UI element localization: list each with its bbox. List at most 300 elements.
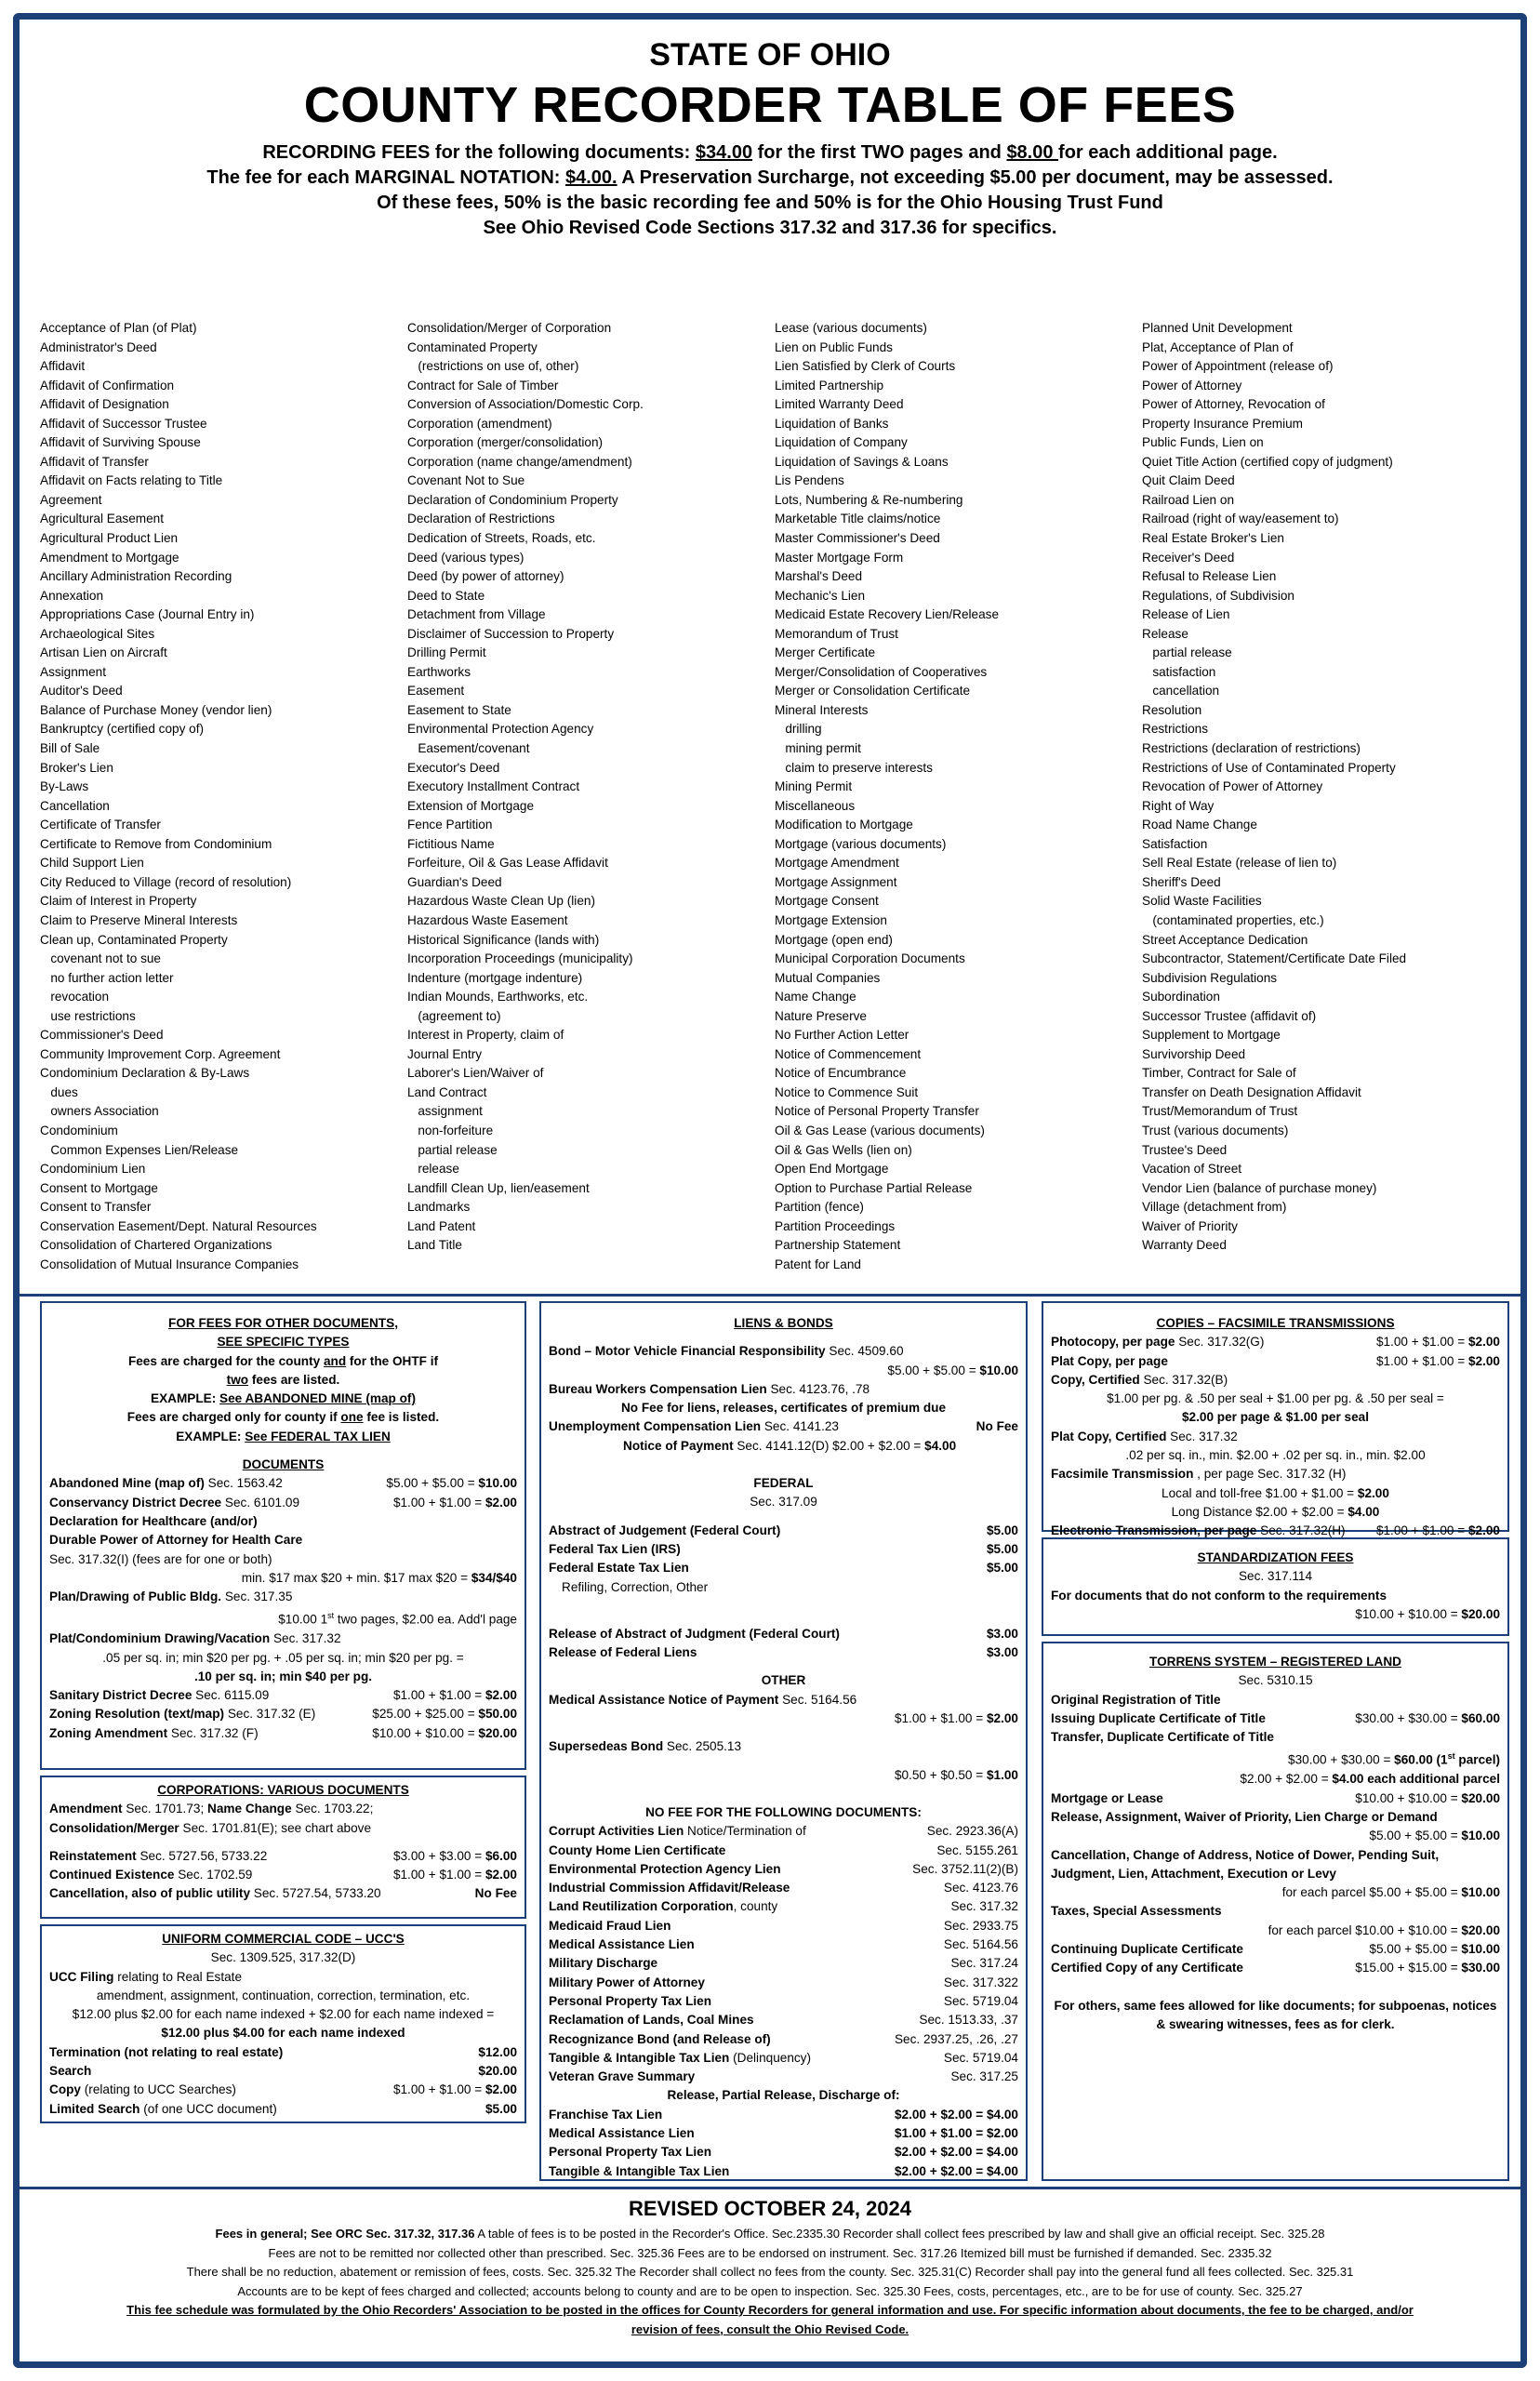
fee-row: Unemployment Compensation Lien Sec. 4141.23 No Fee (549, 1419, 1018, 1434)
standardization-heading: STANDARDIZATION FEES (1197, 1550, 1354, 1564)
header (20, 36, 1520, 241)
index-entry: Condominium (40, 1123, 118, 1137)
documents-heading: DOCUMENTS (242, 1457, 325, 1472)
index-entry: Child Support Lien (40, 856, 144, 871)
fee-row: Abstract of Judgement (Federal Court) $5.00 (549, 1523, 1018, 1537)
fee-row: Notice of Payment Sec. 4141.12(D) $2.00 + $2.00 = $4.00 (623, 1438, 957, 1453)
index-entry: Mechanic's Lien (775, 588, 866, 603)
index-entry: Condominium Declaration & By-Laws (40, 1066, 250, 1081)
fee-row: Industrial Commission Affidavit/Release Sec. 4123.76 (549, 1881, 1018, 1895)
fee-label: Facsimile Transmission , per page Sec. 317.32 (H) (1051, 1467, 1347, 1482)
index-entry: Solid Waste Facilities (1142, 894, 1262, 909)
index-entry: Consolidation/Merger of Corporation (407, 321, 612, 335)
index-entry: Trustee's Deed (1142, 1142, 1228, 1157)
index-entry: Corporation (name change/amendment) (407, 454, 632, 469)
other-documents-box (40, 1301, 526, 1770)
index-entry: Refusal to Release Lien (1142, 569, 1277, 584)
fee-note: No Fee for liens, releases, certificates of premium due (620, 1401, 947, 1416)
index-entry: Release (1142, 626, 1188, 641)
index-entry: Land Contract (407, 1084, 487, 1099)
index-entry: Certificate to Remove from Condominium (40, 836, 272, 851)
fee-label: Bond – Motor Vehicle Financial Responsibility Sec. 4509.60 (549, 1344, 904, 1359)
other-docs-text: Fees are charged only for county if one fee is listed. (126, 1410, 440, 1425)
liens-heading: LIENS & BONDS (734, 1316, 833, 1330)
index-entry: Marshal's Deed (775, 569, 863, 584)
index-entry: revocation (40, 990, 110, 1004)
index-entry: Sheriff's Deed (1142, 874, 1221, 889)
index-entry: (restrictions on use of, other) (407, 359, 579, 374)
index-entry: Mutual Companies (775, 970, 881, 985)
index-entry: Lots, Numbering & Re-numbering (775, 492, 963, 507)
index-entry: Ancillary Administration Recording (40, 569, 232, 584)
fee-row: Recognizance Bond (and Release of) Sec. 2937.25, .26, .27 (549, 2031, 1018, 2046)
corporations-box (40, 1776, 526, 1919)
footer-disclaimer: revision of fees, consult the Ohio Revised Code. (631, 2321, 909, 2336)
fee-label: Plan/Drawing of Public Bldg. Sec. 317.35 (49, 1590, 293, 1604)
index-entry: Notice of Commencement (775, 1046, 922, 1061)
other-docs-text: Fees are charged for the county and for the OHTF if (127, 1353, 439, 1368)
index-entry: Mortgage Consent (775, 894, 879, 909)
state-heading: STATE OF OHIO (649, 37, 891, 73)
index-entry: Subordination (1142, 990, 1220, 1004)
index-entry: Mortgage Amendment (775, 856, 899, 871)
index-entry: non-forfeiture (407, 1123, 494, 1137)
index-entry: Mortgage Assignment (775, 874, 897, 889)
index-entry: Restrictions (1142, 722, 1209, 737)
ucc-heading: UNIFORM COMMERCIAL CODE – UCC'S (162, 1932, 405, 1946)
index-entry: Public Funds, Lien on (1142, 435, 1264, 450)
fee-row: Federal Tax Lien (IRS) $5.00 (549, 1541, 1018, 1556)
index-entry: Conservation Easement/Dept. Natural Resources (40, 1218, 317, 1233)
index-entry: Consolidation of Chartered Organizations (40, 1238, 272, 1253)
index-entry: Fence Partition (407, 818, 493, 832)
fee-label: Bureau Workers Compensation Lien Sec. 4123.76, .78 (549, 1381, 870, 1396)
fee-amount: $1.00 + $1.00 = $2.00 (894, 1711, 1018, 1726)
index-entry: Memorandum of Trust (775, 626, 898, 641)
fee-label: Release, Assignment, Waiver of Priority, Lien Charge or Demand (1051, 1809, 1438, 1824)
fee-label: UCC Filing relating to Real Estate (49, 1969, 243, 1984)
fee-row: Search $20.00 (49, 2064, 517, 2079)
index-entry: Deed to State (407, 588, 485, 603)
standardization-section: Sec. 317.114 (1238, 1569, 1313, 1584)
fee-row: Issuing Duplicate Certificate of Title $30.00 + $30.00 = $60.00 (1051, 1710, 1500, 1725)
fee-label: Declaration for Healthcare (and/or) (49, 1513, 258, 1528)
index-entry: Executor's Deed (407, 760, 500, 775)
fee-text: amendment, assignment, continuation, correction, termination, etc. (96, 1988, 471, 2002)
index-entry: Plat, Acceptance of Plan of (1142, 339, 1294, 354)
fee-row: Tangible & Intangible Tax Lien (Delinquency) Sec. 5719.04 (549, 2050, 1018, 2065)
index-entry: Incorporation Proceedings (municipality) (407, 951, 633, 966)
index-entry: Affidavit of Successor Trustee (40, 416, 207, 431)
fee-label: Copy, Certified Sec. 317.32(B) (1051, 1372, 1228, 1387)
fee-row: Continued Existence Sec. 1702.59 $1.00 + $1.00 = $2.00 (49, 1868, 517, 1882)
index-entry: Property Insurance Premium (1142, 416, 1304, 431)
copies-box (1042, 1301, 1509, 1538)
liens-bonds-box (539, 1301, 1028, 2181)
index-entry: Certificate of Transfer (40, 818, 161, 832)
right-column (1042, 1301, 1509, 2181)
footer-line: Fees are not to be remitted nor collected other than prescribed. Sec. 325.36 Fees are to be endorsed on instrument. Sec. 317.26 Itemized bill must be furnished if demanded. Sec. 2335.32 (268, 2245, 1272, 2260)
index-entry: assignment (407, 1104, 483, 1119)
index-entry: Limited Partnership (775, 378, 884, 392)
fee-amount: .10 per sq. in; min $40 per pg. (193, 1669, 373, 1683)
index-entry: Consent to Transfer (40, 1200, 152, 1215)
fee-row: Environmental Protection Agency Lien Sec. 3752.11(2)(B) (549, 1861, 1018, 1876)
middle-column (539, 1301, 1028, 2181)
fee-label: Plat Copy, Certified Sec. 317.32 (1051, 1429, 1238, 1443)
index-entry: Liquidation of Company (775, 435, 908, 450)
index-entry: no further action letter (40, 970, 174, 985)
index-entry: Medicaid Estate Recovery Lien/Release (775, 607, 1000, 622)
index-entry: covenant not to sue (40, 951, 161, 966)
index-entry: Timber, Contract for Sale of (1142, 1066, 1296, 1081)
fee-label: Consolidation/Merger Sec. 1701.81(E); see chart above (49, 1820, 372, 1835)
standardization-box (1042, 1537, 1509, 1636)
index-entry: Partnership Statement (775, 1238, 901, 1253)
index-entry: Fictitious Name (407, 836, 495, 851)
index-entry: Transfer on Death Designation Affidavit (1142, 1084, 1361, 1099)
index-entry: Master Mortgage Form (775, 550, 904, 565)
index-entry: Notice of Encumbrance (775, 1066, 907, 1081)
federal-release-rows (549, 1625, 1018, 1663)
fee-label: Durable Power of Attorney for Health Care (49, 1533, 303, 1548)
index-entry: Road Name Change (1142, 818, 1257, 832)
index-entry: Affidavit of Transfer (40, 454, 149, 469)
fee-amount: min. $17 max $20 + min. $17 max $20 = $34/$40 (241, 1570, 517, 1585)
index-entry: Mortgage (open end) (775, 932, 893, 947)
index-entry: partial release (407, 1142, 498, 1157)
fee-row: Release of Abstract of Judgment (Federal Court) $3.00 (549, 1626, 1018, 1641)
index-entry: Open End Mortgage (775, 1162, 889, 1177)
other-heading: OTHER (761, 1673, 806, 1688)
index-entry: Receiver's Deed (1142, 550, 1235, 565)
fee-row: Military Power of Attorney Sec. 317.322 (549, 1975, 1018, 1989)
fee-amount: $30.00 + $30.00 = $60.00 (1st parcel) (1288, 1751, 1500, 1768)
fee-amount: $1.00 per pg. & .50 per seal + $1.00 per pg. & .50 per seal = (1107, 1391, 1444, 1406)
index-entry: Mineral Interests (775, 702, 869, 717)
index-entry: Subdivision Regulations (1142, 970, 1278, 985)
fee-text: $12.00 plus $2.00 for each name indexed + $2.00 for each name indexed = (72, 2007, 495, 2022)
index-entry: Trust/Memorandum of Trust (1142, 1104, 1298, 1119)
index-entry: Successor Trustee (affidavit of) (1142, 1008, 1317, 1023)
intro-text (20, 140, 1520, 241)
index-entry: Covenant Not to Sue (407, 473, 525, 488)
fee-label: Medical Assistance Notice of Payment Sec. 5164.56 (549, 1692, 857, 1707)
no-fee-rows (549, 1822, 1018, 2086)
index-entry: Affidavit of Surviving Spouse (40, 435, 201, 450)
document-index (40, 319, 1509, 1274)
index-entry: Landfill Clean Up, lien/easement (407, 1180, 590, 1195)
index-entry: Deed (by power of attorney) (407, 569, 564, 584)
fee-row: Federal Estate Tax Lien $5.00 (549, 1561, 1018, 1576)
index-entry: Land Title (407, 1238, 462, 1253)
fee-row: Veteran Grave Summary Sec. 317.25 (549, 2069, 1018, 2084)
index-entry: Restrictions (declaration of restrictions) (1142, 741, 1361, 756)
fee-row: Plat Copy, per page $1.00 + $1.00 = $2.00 (1051, 1353, 1500, 1368)
fee-label: Judgment, Lien, Attachment, Execution or Levy (1051, 1866, 1336, 1881)
index-column (407, 319, 775, 1274)
example-line: EXAMPLE: See ABANDONED MINE (map of) (151, 1391, 416, 1406)
index-entry: Auditor's Deed (40, 684, 123, 698)
index-entry: satisfaction (1142, 664, 1216, 679)
index-entry: Land Patent (407, 1218, 476, 1233)
index-entry: Merger Certificate (775, 645, 876, 660)
fee-row: Reclamation of Lands, Coal Mines Sec. 1513.33, .37 (549, 2013, 1018, 2028)
fee-row: Personal Property Tax Lien Sec. 5719.04 (549, 1993, 1018, 2008)
index-entry: Lien on Public Funds (775, 339, 893, 354)
index-entry: Consent to Mortgage (40, 1180, 158, 1195)
footer-line: There shall be no reduction, abatement or remission of fees, costs. Sec. 325.32 The Recorder shall collect no fees from the county. Sec. 325.31(C) Recorder shall pay into the general fund all fees collected. Sec. 325.31 (186, 2265, 1354, 2279)
index-entry: Journal Entry (407, 1046, 483, 1061)
index-column (1142, 319, 1509, 1274)
fee-label: Supersedeas Bond Sec. 2505.13 (549, 1739, 742, 1754)
index-entry: Affidavit of Designation (40, 397, 169, 412)
index-entry: Disclaimer of Succession to Property (407, 626, 615, 641)
index-entry: Marketable Title claims/notice (775, 512, 941, 526)
index-entry: (contaminated properties, etc.) (1142, 912, 1324, 927)
index-entry: Modification to Mortgage (775, 818, 913, 832)
index-entry: owners Association (40, 1104, 159, 1119)
index-entry: Railroad Lien on (1142, 492, 1234, 507)
fee-amount: Long Distance $2.00 + $2.00 = $4.00 (1171, 1504, 1380, 1519)
corporations-heading: CORPORATIONS: VARIOUS DOCUMENTS (157, 1783, 409, 1797)
index-entry: Declaration of Condominium Property (407, 492, 618, 507)
index-entry: Mortgage Extension (775, 912, 887, 927)
fee-label: Taxes, Special Assessments (1051, 1904, 1222, 1919)
torrens-others-note: For others, same fees allowed for like documents; for subpoenas, notices & swearing witnesses, fees as for clerk. (1054, 1998, 1497, 2031)
fee-row: Release of Federal Liens $3.00 (549, 1645, 1018, 1660)
index-entry: Balance of Purchase Money (vendor lien) (40, 702, 272, 717)
fee-row: Copy (relating to UCC Searches) $1.00 + $1.00 = $2.00 (49, 2082, 517, 2097)
fee-amount: $2.00 per page & $1.00 per seal (1181, 1410, 1369, 1425)
index-entry: Cancellation (40, 798, 110, 813)
index-entry: Power of Appointment (release of) (1142, 359, 1334, 374)
fee-row: Military Discharge Sec. 317.24 (549, 1956, 1018, 1971)
index-entry: Lien Satisfied by Clerk of Courts (775, 359, 956, 374)
index-entry: Regulations, of Subdivision (1142, 588, 1294, 603)
other-docs-text: two fees are listed. (226, 1372, 340, 1387)
release-rows (549, 2106, 1018, 2181)
fee-row: Conservancy District Decree Sec. 6101.09 $1.00 + $1.00 = $2.00 (49, 1495, 517, 1510)
index-entry: Interest in Property, claim of (407, 1028, 564, 1043)
index-entry: Subcontractor, Statement/Certificate Date Filed (1142, 951, 1407, 966)
index-entry: Earthworks (407, 664, 471, 679)
fee-row: Electronic Transmission, per page Sec. 317.32(H) $1.00 + $1.00 = $2.00 (1051, 1523, 1500, 1538)
section-divider (20, 1294, 1520, 1297)
index-entry: Street Acceptance Dedication (1142, 932, 1308, 947)
fee-row: Medical Assistance Lien Sec. 5164.56 (549, 1937, 1018, 1952)
index-entry: Trust (various documents) (1142, 1123, 1289, 1137)
index-entry: Community Improvement Corp. Agreement (40, 1046, 281, 1061)
index-entry: Easement (407, 684, 465, 698)
fee-amount: $5.00 + $5.00 = $10.00 (1369, 1829, 1500, 1843)
fee-row: Medical Assistance Lien $1.00 + $1.00 = $2.00 (549, 2125, 1018, 2140)
index-entry: Mining Permit (775, 779, 853, 794)
index-entry: Conversion of Association/Domestic Corp. (407, 397, 644, 412)
federal-section: Sec. 317.09 (750, 1495, 817, 1510)
index-entry: Supplement to Mortgage (1142, 1028, 1281, 1043)
index-entry: Nature Preserve (775, 1008, 867, 1023)
index-entry: Vacation of Street (1142, 1162, 1242, 1177)
page-title: COUNTY RECORDER TABLE OF FEES (303, 77, 1237, 133)
index-entry: Warranty Deed (1142, 1238, 1227, 1253)
index-entry: Historical Significance (lands with) (407, 932, 600, 947)
fee-row: Continuing Duplicate Certificate $5.00 + $5.00 = $10.00 (1051, 1941, 1500, 1956)
federal-rows (549, 1522, 1018, 1578)
index-entry: Clean up, Contaminated Property (40, 932, 228, 947)
fee-tables (40, 1301, 1509, 2181)
index-entry: Waiver of Priority (1142, 1218, 1238, 1233)
fee-amount: $5.00 + $5.00 = $10.00 (887, 1363, 1018, 1377)
index-column (775, 319, 1142, 1274)
fee-row: Land Reutilization Corporation, county Sec. 317.32 (549, 1899, 1018, 1914)
fee-row: Reinstatement Sec. 5727.56, 5733.22 $3.00 + $3.00 = $6.00 (49, 1848, 517, 1863)
index-entry: Contaminated Property (407, 339, 538, 354)
footer-disclaimer: This fee schedule was formulated by the Ohio Recorders' Association to be posted in the offices for County Recorders for general information and use. For specific information about documents, the fee to be charged, and/or (126, 2303, 1414, 2317)
footer (20, 2187, 1520, 2339)
fee-row: Zoning Resolution (text/map) Sec. 317.32 (E) $25.00 + $25.00 = $50.00 (49, 1707, 517, 1722)
index-entry: Assignment (40, 664, 107, 679)
fee-label: Plat/Condominium Drawing/Vacation Sec. 317.32 (49, 1631, 341, 1646)
index-entry: Common Expenses Lien/Release (40, 1142, 239, 1157)
fee-row: Abandoned Mine (map of) Sec. 1563.42 $5.00 + $5.00 = $10.00 (49, 1476, 517, 1491)
example-line: EXAMPLE: See FEDERAL TAX LIEN (176, 1429, 391, 1443)
index-entry: release (407, 1162, 459, 1177)
index-entry: No Further Action Letter (775, 1028, 909, 1043)
fee-label: Cancellation, Change of Address, Notice of Dower, Pending Suit, (1051, 1847, 1440, 1862)
index-entry: Claim of Interest in Property (40, 894, 197, 909)
standardization-text: For documents that do not conform to the requirements (1051, 1588, 1387, 1603)
torrens-box (1042, 1642, 1509, 2181)
index-entry: Bill of Sale (40, 741, 100, 756)
index-entry: Indenture (mortgage indenture) (407, 970, 583, 985)
fee-row: Tangible & Intangible Tax Lien $2.00 + $2.00 = $4.00 (549, 2163, 1018, 2178)
fee-row: Personal Property Tax Lien $2.00 + $2.00 = $4.00 (549, 2145, 1018, 2160)
index-entry: Agreement (40, 492, 102, 507)
index-entry: Power of Attorney (1142, 378, 1242, 392)
index-entry: Claim to Preserve Mineral Interests (40, 912, 238, 927)
index-entry: Satisfaction (1142, 836, 1208, 851)
fee-row: Medicaid Fraud Lien Sec. 2933.75 (549, 1918, 1018, 1933)
release-heading: Release, Partial Release, Discharge of: (667, 2088, 900, 2103)
index-entry: Bankruptcy (certified copy of) (40, 722, 205, 737)
index-entry: partial release (1142, 645, 1232, 660)
index-entry: Dedication of Streets, Roads, etc. (407, 531, 596, 546)
index-entry: Appropriations Case (Journal Entry in) (40, 607, 255, 622)
fee-row: Termination (not relating to real estate) $12.00 (49, 2044, 517, 2059)
index-entry: claim to preserve interests (775, 760, 933, 775)
page-frame (13, 13, 1527, 2368)
other-docs-heading: FOR FEES FOR OTHER DOCUMENTS, (168, 1316, 398, 1330)
fee-amount: for each parcel $5.00 + $5.00 = $10.00 (1281, 1885, 1500, 1900)
ucc-box (40, 1924, 526, 2123)
index-entry: Commissioner's Deed (40, 1028, 164, 1043)
fee-row: Certified Copy of any Certificate $15.00 + $15.00 = $30.00 (1051, 1961, 1500, 1975)
index-entry: Agricultural Product Lien (40, 531, 179, 546)
index-entry: Easement/covenant (407, 741, 530, 756)
index-entry: use restrictions (40, 1008, 136, 1023)
fee-amount: Local and toll-free $1.00 + $1.00 = $2.00 (1162, 1485, 1389, 1500)
fee-amount: $0.50 + $0.50 = $1.00 (894, 1767, 1018, 1782)
index-entry: Municipal Corporation Documents (775, 951, 965, 966)
index-entry: Notice to Commence Suit (775, 1084, 919, 1099)
index-entry: Quiet Title Action (certified copy of judgment) (1142, 454, 1393, 469)
index-entry: Oil & Gas Lease (various documents) (775, 1123, 985, 1137)
index-entry: Indian Mounds, Earthworks, etc. (407, 990, 589, 1004)
torrens-section: Sec. 5310.15 (1238, 1673, 1313, 1688)
index-entry: Declaration of Restrictions (407, 512, 555, 526)
index-entry: Lis Pendens (775, 473, 844, 488)
fee-row: Zoning Amendment Sec. 317.32 (F) $10.00 + $10.00 = $20.00 (49, 1725, 517, 1740)
index-entry: Partition Proceedings (775, 1218, 896, 1233)
no-fee-heading: NO FEE FOR THE FOLLOWING DOCUMENTS: (645, 1804, 922, 1819)
index-entry: Release of Lien (1142, 607, 1230, 622)
index-entry: Affidavit of Confirmation (40, 378, 175, 392)
fee-section: Sec. 317.32(I) (fees are for one or both) (49, 1551, 272, 1566)
index-entry: Patent for Land (775, 1257, 861, 1271)
torrens-heading: TORRENS SYSTEM – REGISTERED LAND (1149, 1655, 1401, 1669)
fee-amount: $2.00 + $2.00 = $4.00 each additional parcel (1240, 1772, 1500, 1787)
fee-amount: .05 per sq. in; min $20 per pg. + .05 per sq. in; min $20 per pg. = (102, 1650, 464, 1665)
revised-date: REVISED OCTOBER 24, 2024 (628, 2197, 912, 2220)
index-entry: Environmental Protection Agency (407, 722, 594, 737)
left-column (40, 1301, 526, 2123)
footer-line: Accounts are to be kept of fees charged and collected; accounts belong to county and are to be open to inspection. Sec. 325.30 Fees, costs, percentages, etc., are to be for use of county. Sec. 325.27 (237, 2283, 1303, 2298)
index-entry: Vendor Lien (balance of purchase money) (1142, 1180, 1377, 1195)
index-entry: (agreement to) (407, 1008, 501, 1023)
index-entry: Miscellaneous (775, 798, 856, 813)
fee-row: Limited Search (of one UCC document) $5.00 (49, 2101, 517, 2116)
index-entry: Sell Real Estate (release of lien to) (1142, 856, 1337, 871)
index-entry: Landmarks (407, 1200, 471, 1215)
intro-line-3: Of these fees, 50% is the basic recording fee and 50% is for the Ohio Housing Trust Fund (377, 193, 1163, 213)
fee-row: Sanitary District Decree Sec. 6115.09 $1.00 + $1.00 = $2.00 (49, 1688, 517, 1703)
index-entry: Extension of Mortgage (407, 798, 535, 813)
index-entry: Drilling Permit (407, 645, 486, 660)
fee-row: Photocopy, per page Sec. 317.32(G) $1.00 + $1.00 = $2.00 (1051, 1335, 1500, 1350)
fee-row: Corrupt Activities Lien Notice/Termination of Sec. 2923.36(A) (549, 1824, 1018, 1839)
index-entry: drilling (775, 722, 822, 737)
index-entry: Merger or Consolidation Certificate (775, 684, 971, 698)
fee-row: Mortgage or Lease $10.00 + $10.00 = $20.00 (1051, 1790, 1500, 1805)
index-entry: Laborer's Lien/Waiver of (407, 1066, 544, 1081)
fee-row: County Home Lien Certificate Sec. 5155.261 (549, 1842, 1018, 1857)
fee-amount: for each parcel $10.00 + $10.00 = $20.00 (1268, 1922, 1500, 1937)
index-entry: Annexation (40, 588, 104, 603)
fee-text: $12.00 plus $4.00 for each name indexed (161, 2026, 405, 2041)
index-entry: Forfeiture, Oil & Gas Lease Affidavit (407, 856, 608, 871)
index-entry: Hazardous Waste Easement (407, 912, 568, 927)
fee-amount: $10.00 + $10.00 = $20.00 (1355, 1606, 1500, 1621)
index-entry: Corporation (amendment) (407, 416, 552, 431)
index-entry: Amendment to Mortgage (40, 550, 179, 565)
index-entry: Notice of Personal Property Transfer (775, 1104, 979, 1119)
fee-row: Franchise Tax Lien $2.00 + $2.00 = $4.00 (549, 2107, 1018, 2122)
fee-label: Amendment Sec. 1701.73; Name Change Sec. 1703.22; (49, 1802, 374, 1816)
intro-line-4: See Ohio Revised Code Sections 317.32 and 317.36 for specifics. (483, 218, 1057, 238)
index-entry: Village (detachment from) (1142, 1200, 1287, 1215)
intro-line-2: The fee for each MARGINAL NOTATION: $4.00. A Preservation Surcharge, not exceeding $5.00 per document, may be assessed. (206, 167, 1334, 188)
index-entry: Condominium Lien (40, 1162, 146, 1177)
index-entry: Partition (fence) (775, 1200, 864, 1215)
index-entry: Hazardous Waste Clean Up (lien) (407, 894, 595, 909)
index-entry: Agricultural Easement (40, 512, 164, 526)
index-entry: Corporation (merger/consolidation) (407, 435, 604, 450)
fee-row: Cancellation, also of public utility Sec. 5727.54, 5733.20 No Fee (49, 1886, 517, 1901)
index-entry: Executory Installment Contract (407, 779, 580, 794)
index-entry: By-Laws (40, 779, 89, 794)
index-entry: Administrator's Deed (40, 339, 157, 354)
